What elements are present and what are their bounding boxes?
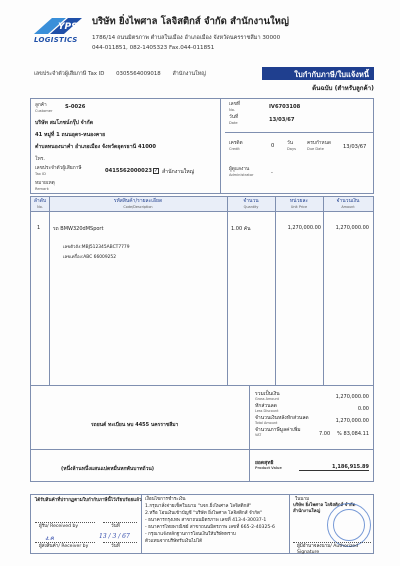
company-taxid-label: เลขประจำตัวผู้เสียภาษี Tax ID	[34, 71, 105, 77]
payment-condition-2: 2.หรือ โอนเงินเข้าบัญชี "บริษัท ยิ่งไพศาล โลจิสติกส์ จำกัด"	[145, 511, 263, 516]
received-signature-line	[35, 522, 95, 523]
col-divider	[227, 197, 228, 385]
received-date-label: วันที่	[111, 524, 120, 529]
signature-footer	[30, 494, 374, 554]
doc-date-label: วันที่ Date	[229, 115, 239, 125]
doc-info-divider	[225, 132, 373, 133]
col-divider	[275, 197, 276, 385]
logo-mark-icon	[32, 14, 84, 36]
vat-amount: 83,084.11	[343, 431, 369, 437]
row-quantity: 1.00 คัน	[231, 226, 251, 232]
admin-value: -	[271, 170, 273, 176]
company-taxid-row	[34, 70, 216, 78]
customer-branch: สำนักงานใหญ่	[162, 169, 195, 175]
footer-divider	[289, 495, 290, 553]
due-date-label: ครบกำหนด Due Date	[307, 141, 331, 151]
branch-checkbox: ✓	[154, 168, 159, 174]
received-by-label: ผู้รับ/ Received by	[39, 524, 79, 529]
after-discount-amount: 1,270,000.00	[335, 418, 369, 424]
customer-info-box	[30, 98, 374, 194]
col-divider	[49, 197, 50, 385]
net-amount: 1,186,915.89	[299, 464, 369, 471]
handwritten-signature: ง.ค	[45, 535, 54, 542]
company-name: บริษัท ยิ่งไพศาล โลจิสติกส์ จำกัด สำนักงานใหญ่	[92, 16, 289, 27]
credit-days: 0	[271, 143, 275, 149]
customer-tel-label: โทร.	[35, 157, 45, 162]
receiver-by-label: ผู้ส่งสินค้า/ Receiver by	[39, 544, 89, 549]
payment-condition-4: - ธนาคารไทยพาณิชย์ สาขาถนนมิตรภาพ เลขที่ 665-2-40325-6	[145, 525, 275, 530]
col-header-description: รหัสสินค้า/รายละเอียด Code/Description	[113, 198, 163, 209]
authorized-signature-label: ผู้มีอำนาจลงนาม/ Authorized Signature	[297, 544, 359, 555]
due-date: 13/03/67	[343, 144, 367, 150]
receiver-signature-line	[35, 542, 95, 543]
discount-amount: 0.00	[357, 406, 369, 412]
customer-remark-label: หมายเหตุ Remark	[35, 181, 55, 191]
customer-code-label: ลูกค้า Customer	[35, 103, 53, 113]
admin-label: ผู้ดูแลงาน Administrator	[229, 167, 254, 177]
payment-conditions-title: เงื่อนไขการชำระเงิน	[145, 497, 186, 502]
on-behalf-label: ในนาม	[295, 497, 310, 502]
customer-name: บริษัท สมโภชน์กรุ๊ป จำกัด	[35, 120, 94, 126]
row-engine: เลขเครื่อง:ABC 66009252	[63, 255, 116, 260]
on-behalf-company: บริษัท ยิ่งไพศาล โลจิสติกส์ จำกัด สำนักงานใหญ่	[293, 503, 356, 514]
customer-taxid: 0415562000023	[105, 168, 152, 174]
payment-condition-3: - ธนาคารกรุงเทพ สาขาถนนมิตรภาพ เลขที่ 413-4-30037-1	[145, 518, 267, 523]
vat-rate: 7.00	[319, 431, 331, 437]
totals-divider	[31, 385, 373, 386]
col-header-no: ลำดับ No.	[33, 198, 47, 209]
items-table-header	[31, 197, 373, 212]
payment-condition-6: ตัวแทนจากบริษัทรับเงินไม่ได้	[145, 539, 203, 544]
days-label: วัน Days	[287, 141, 296, 151]
col-header-amount: จำนวนเงิน Amount	[336, 198, 360, 209]
net-divider	[31, 449, 373, 450]
row-amount: 1,270,000.00	[335, 225, 369, 231]
vehicle-note: รถยนต์ ทะเบียน ษบ 4455 นครราชสีมา	[91, 422, 179, 428]
col-divider	[323, 197, 324, 385]
items-table	[30, 196, 374, 482]
vat-label: จำนวนภาษีมูลค่าเพิ่ม VAT	[255, 427, 301, 437]
payment-condition-5: - กรุณาแจ้งหลักฐานการโอนเงินให้บริษัททราบ	[145, 532, 236, 537]
receiver-date-line	[103, 542, 137, 543]
received-note: ได้รับสินค้าที่ปรากฏตามใบกำกับภาษีนี้ไว้เรียบร้อยแล้ว	[35, 498, 142, 503]
company-address: 1786/14 ถนนมิตรภาพ ตำบลในเมือง อำเภอเมือง จังหวัดนครราชสีมา 30000	[92, 35, 281, 41]
vat-percent-sign: %	[337, 431, 342, 437]
customer-taxid-label: เลขประจำตัวผู้เสียภาษี Tax ID	[35, 166, 82, 176]
col-header-quantity: จำนวน Quantity	[243, 198, 259, 209]
company-taxid-value: 0305564009018	[116, 71, 161, 77]
company-branch: สำนักงานใหญ่	[172, 71, 206, 77]
row-unit-price: 1,270,000.00	[287, 225, 321, 231]
document-subtitle: ต้นฉบับ (สำหรับลูกค้า)	[312, 85, 374, 92]
row-description: รถ BMW320dMSport	[53, 226, 104, 232]
totals-col-divider	[249, 385, 250, 481]
discount-label: หักส่วนลด Less Discount	[255, 403, 279, 413]
gross-label: รวมเป็นเงิน Gross Amount	[255, 391, 280, 401]
credit-label: เครดิต Credit	[229, 141, 243, 151]
company-phones: 044-011851, 082-1405323 Fax.044-011851	[92, 45, 215, 51]
col-header-unit-price: หน่วยละ Unit Price	[289, 198, 309, 209]
customer-code: S-0026	[65, 104, 86, 110]
company-header	[92, 14, 392, 51]
logo-text: LOGISTICS	[34, 36, 78, 44]
receiver-date-label: วันที่	[111, 544, 120, 549]
customer-address-line2: ตำบลหนองนาคำ อำเภอเมือง จังหวัดอุดรธานี 41000	[35, 144, 157, 150]
received-date-line	[103, 522, 137, 523]
customer-address-line1: 41 หมู่ที่ 1 ถนนอุดร-หนองคาย	[35, 132, 106, 138]
doc-no: IV6703108	[269, 104, 301, 110]
net-label: ยอดสุทธิ Product Value	[255, 460, 282, 470]
customer-section	[31, 99, 221, 193]
payment-condition-1: 1.กรุณาสั่งจ่ายเช็คในนาม "บจก.ยิ่งไพศาล โลจิสติกส์"	[145, 504, 252, 509]
amount-in-words: (หนึ่งล้านหนึ่งแสนแปดหมื่นหกพันบาทถ้วน)	[61, 466, 155, 472]
handwritten-date: 13 / 3 / 67	[99, 533, 130, 540]
doc-no-label: เลขที่ No.	[229, 102, 241, 112]
row-chassis: เลขตัวถัง:MBJ512345ABCT7779	[63, 245, 130, 250]
gross-amount: 1,270,000.00	[335, 394, 369, 400]
company-stamp-icon	[327, 503, 371, 547]
row-no: 1	[37, 225, 41, 231]
logo-mark-text: YPS	[58, 22, 78, 32]
company-logo	[32, 14, 84, 48]
after-discount-label: จำนวนเงินหลังหักส่วนลด Total Amount	[255, 415, 309, 425]
document-title: ใบกำกับภาษี/ใบแจ้งหนี้	[262, 67, 374, 80]
authorized-signature-line	[293, 542, 371, 543]
doc-date: 13/03/67	[269, 117, 295, 123]
